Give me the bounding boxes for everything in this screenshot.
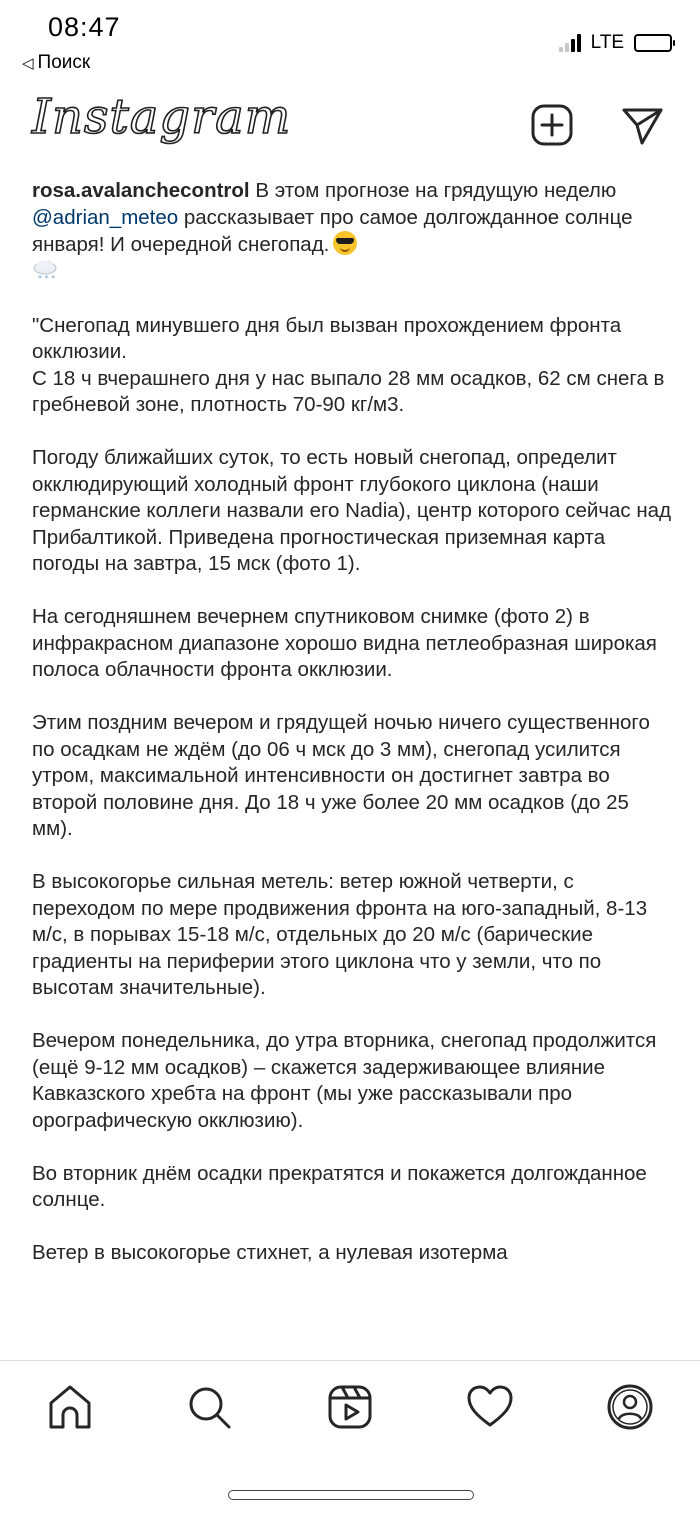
status-indicators — [559, 32, 672, 54]
heart-icon[interactable] — [466, 1383, 514, 1431]
battery-icon — [634, 34, 672, 52]
caption-text-2: рассказывает про самое долгожданное солнце января! И очередной снегопад. — [32, 205, 633, 256]
caption-text-1: В этом прогнозе на грядущую неделю — [249, 179, 617, 202]
sunglasses-emoji-icon — [333, 231, 357, 255]
paragraph-6: Вечером понедельника, до утра вторника, снегопад продолжится (ещё 9-12 мм осадков) – скажется задерживающее влияние Кавказского хребта на фронт (мы уже рассказывали про орографическую окклюзию). — [32, 1029, 657, 1132]
post-caption — [32, 178, 672, 1358]
signal-strength-icon — [559, 34, 581, 52]
paragraph-7: Во вторник днём осадки прекратятся и покажется долгожданное солнце. — [32, 1161, 647, 1211]
search-icon[interactable] — [185, 1383, 233, 1431]
network-type: LTE — [590, 32, 624, 53]
profile-avatar-icon[interactable] — [606, 1383, 654, 1431]
instagram-logo[interactable]: Instagram — [32, 89, 292, 145]
back-arrow-icon: ◁ — [22, 55, 34, 72]
home-icon[interactable] — [46, 1383, 94, 1431]
paragraph-1: "Снегопад минувшего дня был вызван прохождением фронта окклюзии. С 18 ч вчерашнего дня у нас выпало 28 мм осадков, 62 см снега в гребневой зоне, плотность 70-90 кг/м3. — [32, 313, 665, 416]
mention-link[interactable]: @adrian_meteo — [32, 205, 179, 229]
paragraph-2: Погоду ближайших суток, то есть новый снегопад, определит окклюдирующий холодный фронт глубокого циклона (наши германские коллеги назвали его Nadia), центр которого сейчас над Прибалтикой. Приведена прогностическая приземная карта погоды на завтра, 15 мск (фото 1). — [32, 446, 672, 575]
cloud-snow-emoji-icon — [32, 259, 58, 283]
app-header — [0, 85, 700, 165]
svg-text:* * *: * * * — [38, 273, 56, 283]
home-indicator[interactable] — [228, 1490, 474, 1500]
back-to-search-link[interactable] — [22, 52, 90, 74]
back-label: Поиск — [37, 52, 91, 73]
paragraph-4: Этим поздним вечером и грядущей ночью ничего существенного по осадкам не ждём (до 06 ч мск до 3 мм), снегопад усилится утром, максимальной интенсивности он достигнет завтра во второй половине дня. До 18 ч уже более 20 мм осадков (до 25 мм). — [32, 711, 650, 840]
paragraph-3: На сегодняшнем вечернем спутниковом снимке (фото 2) в инфракрасном диапазоне хорошо видна петлеобразная широкая полоса облачности фронта окклюзии. — [32, 605, 657, 681]
reels-icon[interactable] — [326, 1383, 374, 1431]
paragraph-5: В высокогорье сильная метель: ветер южной четверти, с переходом по мере продвижения фронта на юго-западный, 8-13 м/с, в порывах 15-18 м/с, отдельных до 20 м/с (барические градиенты на периферии этого циклона что у земли, что по высотам значительные). — [32, 870, 648, 999]
paragraph-8: Ветер в высокогорье стихнет, а нулевая изотерма — [32, 1241, 508, 1264]
status-time: 08:47 — [48, 12, 121, 42]
caption-intro — [32, 178, 672, 286]
post-username[interactable]: rosa.avalanchecontrol — [32, 179, 250, 202]
new-post-icon[interactable] — [530, 103, 574, 147]
status-bar — [0, 0, 700, 80]
direct-message-icon[interactable] — [620, 103, 664, 147]
